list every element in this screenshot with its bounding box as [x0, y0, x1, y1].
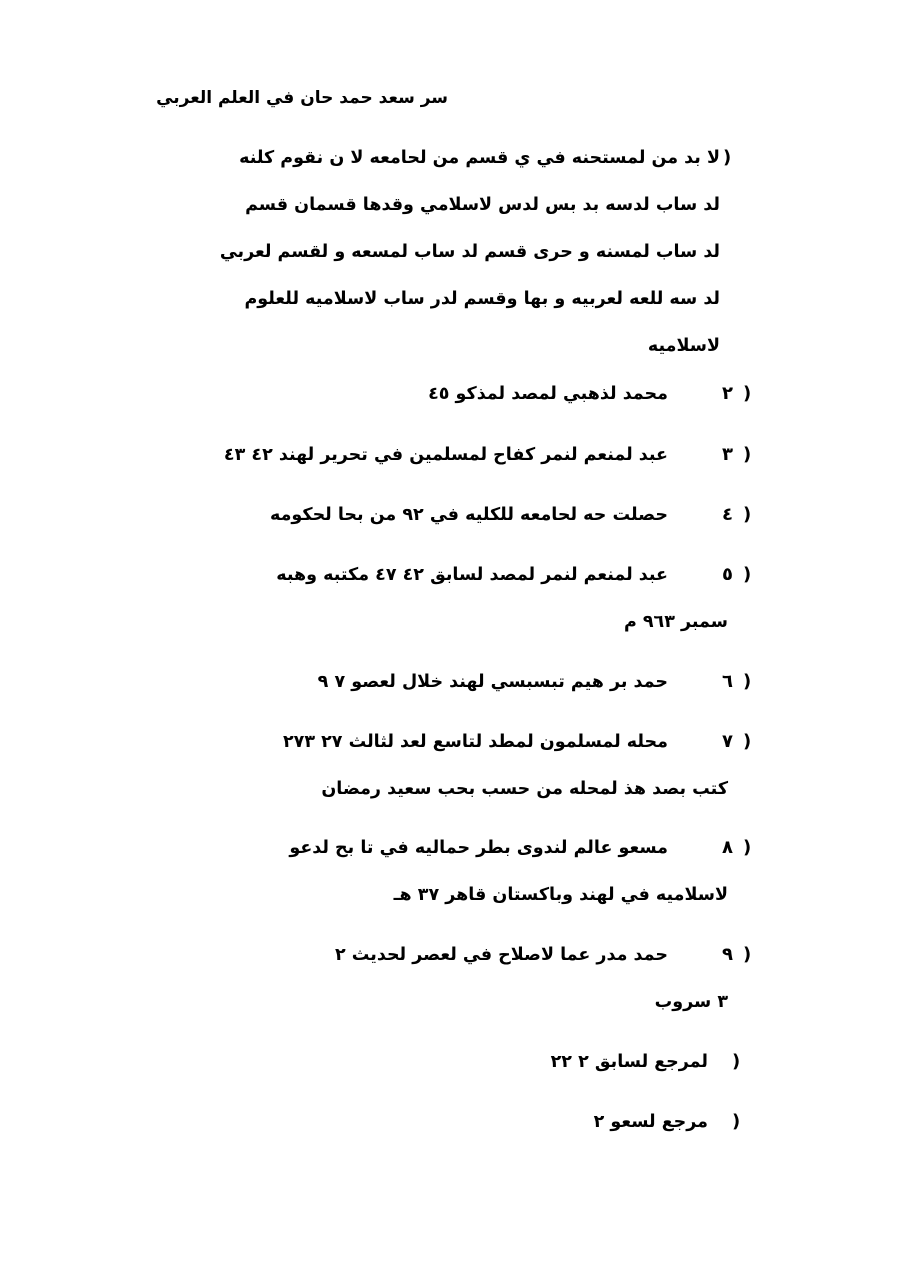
ref-9-marker	[722, 943, 751, 967]
page-heading: سر سعد حمد حان في العلم العربي	[156, 88, 448, 108]
intro-line-2: لد ساب لدسه بد بس لدس لاسلامي وقدها قسمان قسم	[245, 195, 720, 215]
ref-2-paren: )	[743, 383, 752, 404]
ref-7-line-2: كتب بصد هذ لمحله من حسب بحب سعيد رمضان	[321, 779, 728, 799]
ref-4-line-1: حصلت حه لحامعه للكليه في ٩٢ من بحا لحكومه	[269, 505, 668, 525]
ref-10-marker	[732, 1050, 740, 1074]
ref-2-marker	[722, 382, 751, 406]
ref-4-paren: )	[743, 504, 752, 525]
ref-3-number: ٣	[722, 444, 733, 465]
ref-8-line-2: لاسلاميه في لهند وباكستان قاهر ٣٧ هـ	[393, 885, 728, 905]
intro-line-4: لد سه للعه لعربيه و بها وقسم لدر ساب لاسلاميه للعلوم	[244, 289, 720, 309]
ref-4-number: ٤	[722, 504, 733, 525]
ref-6-paren: )	[743, 671, 752, 692]
ref-10-line-1: لمرجع لسابق ٢ ٢٢	[550, 1052, 708, 1072]
ref-5-marker	[722, 563, 751, 587]
ref-7-marker	[722, 730, 751, 754]
ref-2-number: ٢	[722, 383, 733, 404]
ref-11-marker	[732, 1110, 740, 1134]
ref-6-number: ٦	[722, 671, 733, 692]
ref-8-line-1: مسعو عالم لندوى بطر حماليه في تا بح لدعو	[289, 838, 668, 858]
ref-7-line-1: محله لمسلمون لمطد لتاسع لعد لثالث ٢٧ ٢٧٣	[282, 732, 668, 752]
ref-3-marker	[722, 443, 751, 467]
ref-8-number: ٨	[722, 837, 733, 858]
ref-4-marker	[722, 503, 751, 527]
ref-6-marker	[722, 670, 751, 694]
ref-3-paren: )	[743, 444, 752, 465]
ref-11-line-1: مرجع لسعو ٢	[593, 1112, 708, 1132]
ref-8-paren: )	[743, 837, 752, 858]
intro-marker: )	[723, 147, 732, 168]
ref-5-line-1: عبد لمنعم لنمر لمصد لسابق ٤٢ ٤٧ مكتبه وهبه	[276, 565, 668, 585]
intro-line-5: لاسلاميه	[647, 336, 720, 356]
ref-5-line-2: سمبر ٩٦٣ م	[623, 612, 728, 632]
intro-line-3: لد ساب لمسنه و حرى قسم لد ساب لمسعه و لقسم لعربي	[219, 242, 720, 262]
ref-6-line-1: حمد بر هيم تبسبسي لهند خلال لعصو ٧ ٩	[317, 672, 668, 692]
ref-8-marker	[722, 836, 751, 860]
ref-5-paren: )	[743, 564, 752, 585]
ref-9-line-2: ٣ سروب	[654, 992, 728, 1012]
ref-3-line-1: عبد لمنعم لنمر كفاح لمسلمين في تحرير لهند ٤٢ ٤٣	[223, 445, 668, 465]
ref-9-number: ٩	[722, 944, 733, 965]
ref-7-number: ٧	[722, 731, 733, 752]
ref-2-line-1: محمد لذهبي لمصد لمذكو ٤٥	[428, 384, 668, 404]
ref-10-paren: )	[732, 1051, 741, 1072]
intro-line-1: لا بد من لمستحنه في ي قسم من لحامعه لا ن نقوم كلنه	[239, 148, 720, 168]
ref-11-paren: )	[732, 1111, 741, 1132]
ref-9-line-1: حمد مدر عما لاصلاح في لعصر لحديث ٢	[334, 945, 668, 965]
ref-7-paren: )	[743, 731, 752, 752]
ref-9-paren: )	[743, 944, 752, 965]
ref-5-number: ٥	[722, 564, 733, 585]
